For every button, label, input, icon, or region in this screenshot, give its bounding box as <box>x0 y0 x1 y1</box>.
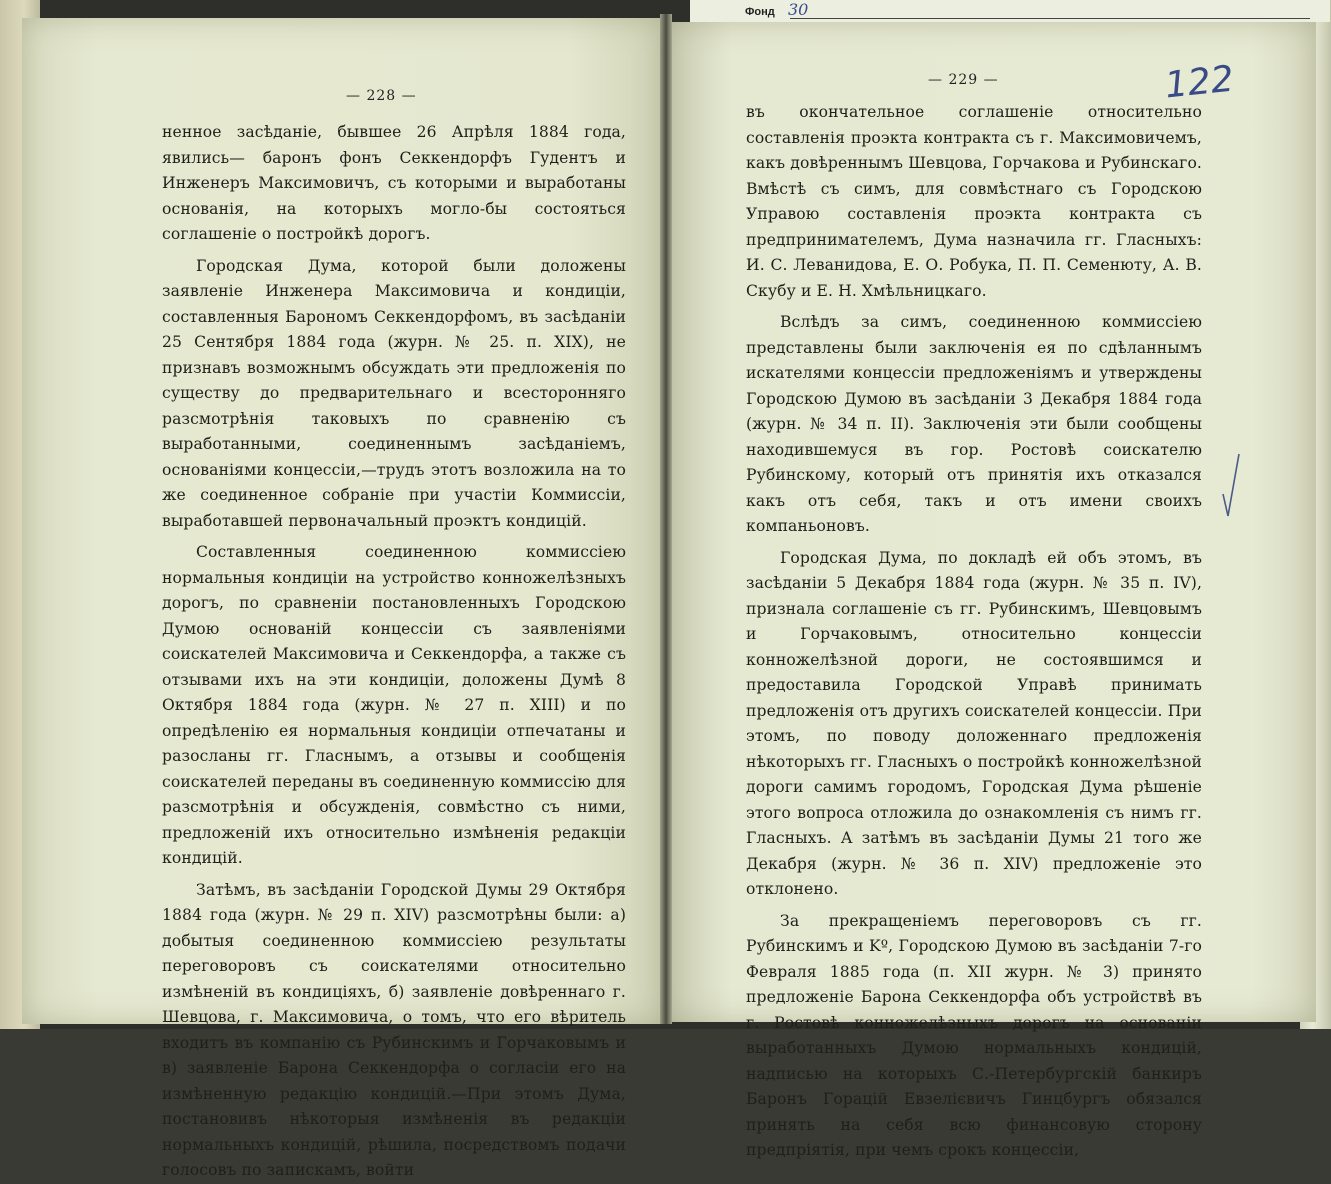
fond-label: Фонд <box>745 6 775 18</box>
right-page-text <box>746 100 1202 1164</box>
paragraph: За прекращеніемъ переговоровъ съ гг. Рубинскимъ и Kº, Городскою Думою въ засѣданіи 7-го Февраля 1885 года (п. XII журн. № 3) принято предложеніе Барона Секкендорфа объ устройствѣ въ г. Ростовѣ конножелѣзныхъ дорогъ на основаніи выработанныхъ Думою нормальныхъ кондицій, надписью на которыхъ С.-Петербургскій банкиръ Баронъ Горацій Евзелієвичъ Гинцбургъ обязался принять на себя всю финансовую сторону предпріятія, при чемъ срокъ концессіи, <box>746 911 1202 1159</box>
paragraph: Городская Дума, по докладѣ ей объ этомъ, въ засѣданіи 5 Декабря 1884 года (журн. № 35 п. IV), признала соглашеніе съ гг. Рубинскимъ, Шевцовымъ и Горчаковымъ, относительно концессіи конножелѣзной дороги, не состоявшимся и предоставила Городской Управѣ принимать предложенія отъ другихъ соискателей концессіи. При этомъ, по поводу доложеннаго предложенія нѣкоторыхъ гг. Гласныхъ о постройкѣ конножелѣзной дороги самимъ городомъ, Городская Дума рѣшеніе этого вопроса отложила до ознакомленія съ нимъ гг. Гласныхъ. А затѣмъ въ засѣданіи Думы 21 того же Декабря (журн. № 36 п. XIV) предложеніе это отклонено. <box>746 548 1202 898</box>
fond-number: 30 <box>788 0 809 19</box>
fond-underline <box>790 18 1310 19</box>
book-gutter <box>660 14 672 1024</box>
paragraph: Составленныя соединенною коммиссіею нормальныя кондиціи на устройство конножелѣзныхъ дорогъ, по сравненіи постановленныхъ Городскою Думою основаній концессіи съ заявленіями соискателей Максимовича и Секкендорфа, а также съ отзывами ихъ на эти кондиціи, доложены Думѣ 8 Октября 1884 года (журн. № 27 п. XIII) и по опредѣленію ея нормальныя кондиціи отпечатаны и разосланы гг. Гласнымъ, а отзывы и сообщенія соискателей переданы въ соединенную коммиссію для разсмотрѣнія и обсужденія, совмѣстно съ ними, предложеній ихъ относительно измѣненія редакціи кондицій. <box>162 543 626 867</box>
folio-number: 122 <box>1163 58 1236 107</box>
left-page-text <box>162 120 626 1184</box>
checkmark-icon <box>1222 452 1240 518</box>
right-page-number: — 229 — <box>928 72 999 88</box>
left-page-number: — 228 — <box>346 88 417 104</box>
paragraph: ненное засѣданіе, бывшее 26 Апрѣля 1884 года, явились— баронъ фонъ Секкендорфъ Гудентъ и Инженеръ Максимовичъ, съ которыми и выработаны основанія, на которыхъ могло-бы состояться соглашеніе о постройкѣ дорогъ. <box>162 123 626 243</box>
paragraph: Затѣмъ, въ засѣданіи Городской Думы 29 Октября 1884 года (журн. № 29 п. XIV) разсмотрѣны были: а) добытыя соединенною коммиссіею результаты переговоровъ съ соискателями относительно измѣненій въ кондиціяхъ, б) заявленіе довѣреннаго г. Шевцова, г. Максимовича, о томъ, что его вѣритель входитъ въ компанію съ Рубинскимъ и Горчаковымъ и в) заявленіе Барона Секкендорфа о согласіи его на измѣненную редакцію кондицій.—При этомъ Дума, постановивъ нѣкоторыя измѣненія въ редакціи нормальныхъ кондицій, рѣшила, посредствомъ подачи голосовъ по запискамъ, войти <box>162 880 626 1179</box>
paragraph: въ окончательное соглашеніе относительно составленія проэкта контракта съ г. Максимовичемъ, какъ довѣреннымъ Шевцова, Горчакова и Рубинскаго. Вмѣстѣ съ симъ, для совмѣстнаго съ Городскою Управою составленія проэкта контракта съ предпринимателемъ, Дума назначила гг. Гласныхъ: И. С. Леванидова, Е. О. Робука, П. П. Семенюту, А. В. Скубу и Е. Н. Хмѣльницкаго. <box>746 103 1202 300</box>
paragraph: Вслѣдъ за симъ, соединенною коммиссіею представлены были заключенія ея по сдѣланнымъ искателями концессіи предложеніямъ и утверждены Городскою Думою въ засѣданіи 3 Декабря 1884 года (журн. № 34 п. II). Заключенія эти были сообщены находившемуся въ гор. Ростовѣ соискателю Рубинскому, который отъ принятія ихъ отказался какъ отъ себя, такъ и отъ имени своихъ компаньоновъ. <box>746 313 1202 535</box>
paragraph: Городская Дума, которой были доложены заявленіе Инженера Максимовича и кондиціи, составленныя Барономъ Секкендорфомъ, въ засѣданіи 25 Сентября 1884 года (журн. № 25. п. XIX), не признавъ возможнымъ обсуждать эти предложенія по существу до предварительнаго и всесторонняго разсмотрѣнія таковыхъ по сравненію съ выработанными, соединеннымъ засѣданіемъ, основаніями концессіи,—трудъ этотъ возложила на то же соединенное собраніе при участіи Коммиссіи, выработавшей первоначальный проэктъ кондицій. <box>162 256 626 530</box>
